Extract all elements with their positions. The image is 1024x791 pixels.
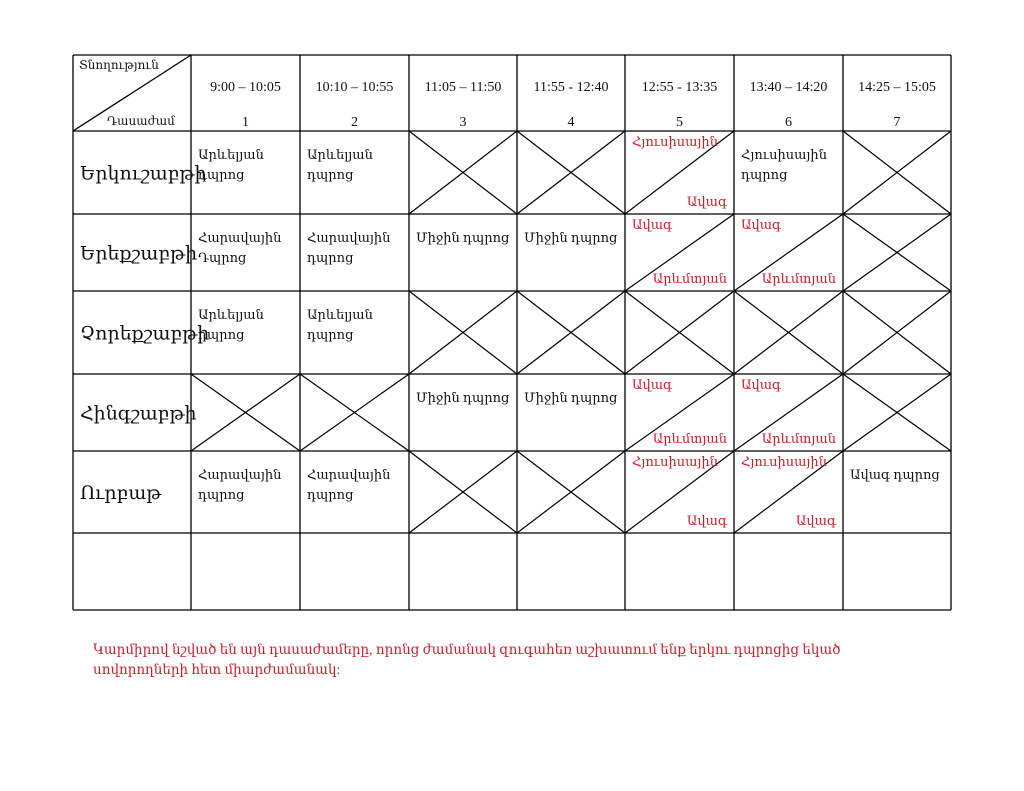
cell-text: Արևելյան bbox=[198, 147, 264, 162]
split-bottom-label: Ավագ bbox=[795, 513, 836, 528]
cell-text: Հյուսիսային bbox=[741, 147, 827, 162]
period-time: 13:40 – 14:20 bbox=[749, 80, 828, 95]
period-number: 3 bbox=[459, 115, 467, 130]
period-number: 5 bbox=[676, 115, 683, 130]
split-bottom-label: Արևմտյան bbox=[761, 271, 836, 286]
split-top-label: Ավագ bbox=[632, 377, 673, 392]
cell-text: Հարավային bbox=[307, 230, 391, 245]
cell-text: Հարավային bbox=[307, 467, 391, 482]
cell-text: Միջին դպրոց bbox=[416, 390, 510, 405]
split-bottom-label: Արևմտյան bbox=[652, 431, 727, 446]
split-top-label: Հյուսիսային bbox=[632, 134, 718, 149]
cell-text: Միջին դպրոց bbox=[416, 230, 510, 245]
cell-text: Հարավային bbox=[198, 230, 282, 245]
split-top-label: Հյուսիսային bbox=[632, 454, 718, 469]
period-time: 12:55 - 13:35 bbox=[641, 80, 718, 95]
cell-text: Արևելյան bbox=[307, 147, 373, 162]
cell-text: Արևելյան bbox=[307, 307, 373, 322]
cell-text: դպրոց bbox=[307, 327, 354, 342]
split-top-label: Ավագ bbox=[741, 217, 782, 232]
split-top-label: Ավագ bbox=[741, 377, 782, 392]
period-time: 9:00 – 10:05 bbox=[210, 80, 281, 95]
period-time: 14:25 – 15:05 bbox=[858, 80, 936, 95]
split-bottom-label: Արևմտյան bbox=[761, 431, 836, 446]
cell-text: դպրոց bbox=[307, 167, 354, 182]
split-bottom-label: Արևմտյան bbox=[652, 271, 727, 286]
cell-text: դպրոց bbox=[198, 327, 245, 342]
split-top-label: Ավագ bbox=[632, 217, 673, 232]
cell-text: Ավագ դպրոց bbox=[850, 467, 940, 482]
cell-text: դպրոց bbox=[198, 167, 245, 182]
cell-text: Միջին դպրոց bbox=[524, 230, 618, 245]
cell-text: Միջին դպրոց bbox=[524, 390, 618, 405]
day-label: Հինգշաբթի bbox=[80, 403, 197, 425]
day-label: Ուրբաթ bbox=[80, 483, 162, 504]
period-number: 6 bbox=[785, 115, 792, 130]
period-time: 10:10 – 10:55 bbox=[315, 80, 394, 95]
period-time: 11:55 - 12:40 bbox=[533, 80, 609, 95]
period-number: 1 bbox=[242, 115, 249, 130]
period-number: 7 bbox=[893, 115, 901, 130]
cell-text: դպրոց bbox=[741, 167, 788, 182]
period-number: 2 bbox=[351, 115, 358, 130]
cell-text: դպրոց bbox=[307, 250, 354, 265]
day-label: Չորեքշաբթի bbox=[80, 323, 210, 345]
period-time: 11:05 – 11:50 bbox=[424, 80, 502, 95]
corner-top-label: Տնողություն bbox=[79, 58, 159, 72]
cell-text: Հարավային bbox=[198, 467, 282, 482]
cell-text: դպրոց bbox=[198, 487, 245, 502]
day-label: Երեքշաբթի bbox=[80, 243, 198, 265]
cell-text: Դպրոց bbox=[198, 250, 247, 265]
day-label: Երկուշաբթի bbox=[80, 163, 207, 185]
period-number: 4 bbox=[567, 115, 575, 130]
corner-bottom-label: Դասաժամ bbox=[107, 114, 175, 128]
split-bottom-label: Ավագ bbox=[686, 194, 727, 209]
split-bottom-label: Ավագ bbox=[686, 513, 727, 528]
cell-text: Արևելյան bbox=[198, 307, 264, 322]
split-top-label: Հյուսիսային bbox=[741, 454, 827, 469]
cell-text: դպրոց bbox=[307, 487, 354, 502]
footnote: Կարմիրով նշված են այն դասաժամերը, որոնց ժամանակ զուգահեռ աշխատում ենք երկու դպրոցից եկած սովորողների հետ միարժամանակ: bbox=[93, 642, 841, 677]
